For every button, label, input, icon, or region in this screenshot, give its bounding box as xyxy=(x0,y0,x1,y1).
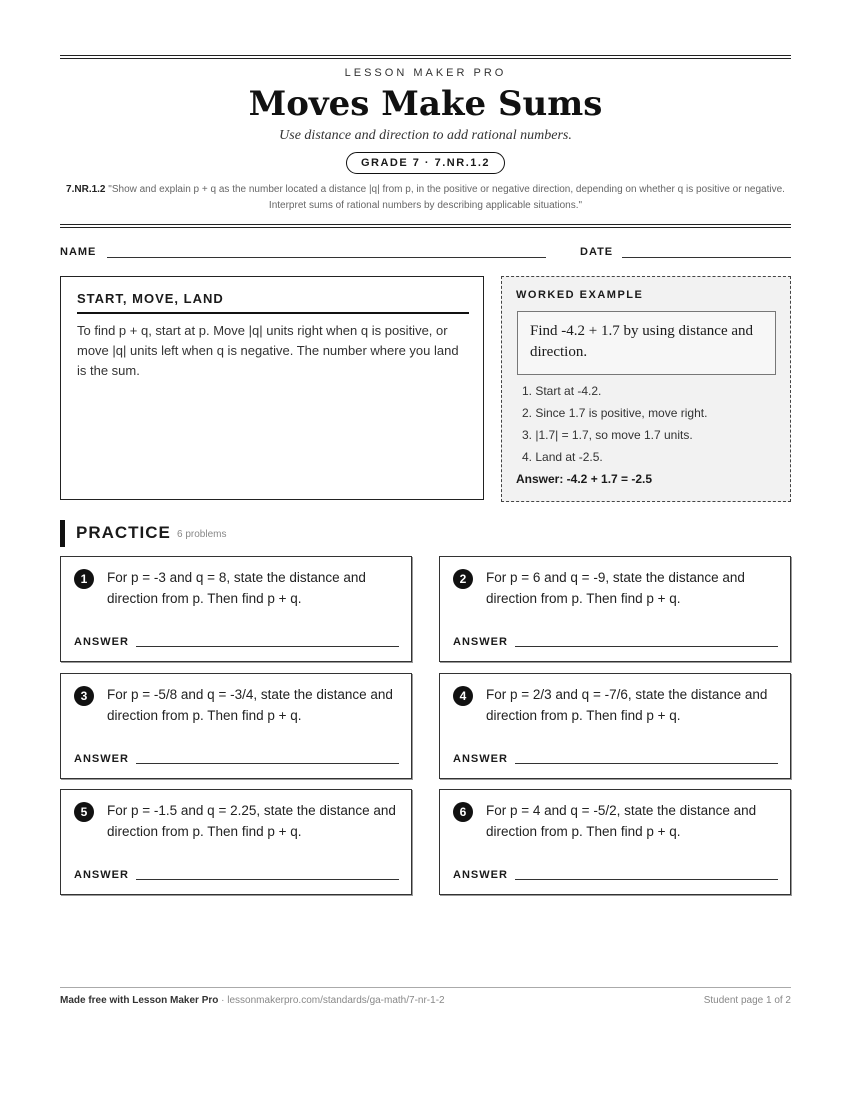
answer-line[interactable] xyxy=(515,763,778,764)
problem-text: For p = 4 and q = -5/2, state the distance and direction from p. Then find p + q. xyxy=(486,803,757,839)
footer-made-with: Made free with Lesson Maker Pro xyxy=(60,995,219,1006)
problem-number-badge: 4 xyxy=(453,686,473,706)
answer-line[interactable] xyxy=(136,646,399,647)
header-bottom-rule xyxy=(60,224,791,225)
standard-code: 7.NR.1.2 xyxy=(66,184,106,195)
problem-card-3 xyxy=(60,673,412,779)
worked-example-step: 4. Land at -2.5. xyxy=(522,450,603,464)
problem-text: For p = -1.5 and q = 2.25, state the distance and direction from p. Then find p + q. xyxy=(107,803,396,839)
grade-badge-wrap xyxy=(60,152,791,174)
worked-example-prompt: Find -4.2 + 1.7 by using distance and direction. xyxy=(517,311,776,375)
worksheet-page xyxy=(60,0,791,1100)
name-label: NAME xyxy=(60,246,97,258)
footer-rule xyxy=(60,987,791,988)
top-rule-secondary xyxy=(60,58,791,59)
answer-label: ANSWER xyxy=(74,636,129,648)
worked-example-steps xyxy=(522,380,707,468)
start-box-heading: START, MOVE, LAND xyxy=(77,291,469,314)
standard-text: "Show and explain p + q as the number located a distance |q| from p, in the positive or negative direction, depending on whether q is positive or negative. Interpret sums of rational numbers by describing applicable situations." xyxy=(108,184,785,211)
worked-example-answer: Answer: -4.2 + 1.7 = -2.5 xyxy=(516,472,653,486)
start-move-land-box xyxy=(60,276,484,500)
problem-number-badge: 1 xyxy=(74,569,94,589)
standard-description xyxy=(60,182,791,214)
problem-number-badge: 2 xyxy=(453,569,473,589)
date-label: DATE xyxy=(580,246,614,258)
top-rule xyxy=(60,55,791,56)
problem-card-5 xyxy=(60,789,412,895)
problem-card-6 xyxy=(439,789,791,895)
answer-label: ANSWER xyxy=(453,753,508,765)
answer-line[interactable] xyxy=(136,763,399,764)
worked-example-step: 1. Start at -4.2. xyxy=(522,384,602,398)
practice-accent-bar xyxy=(60,520,65,547)
page-subtitle: Use distance and direction to add rational numbers. xyxy=(279,128,572,143)
answer-line[interactable] xyxy=(515,879,778,880)
problem-text: For p = 2/3 and q = -7/6, state the distance and direction from p. Then find p + q. xyxy=(486,687,768,723)
answer-label: ANSWER xyxy=(74,869,129,881)
footer-page-number: Student page 1 of 2 xyxy=(703,995,791,1006)
practice-count: 6 problems xyxy=(177,529,227,540)
practice-title: PRACTICE xyxy=(76,523,171,542)
problem-number-badge: 6 xyxy=(453,802,473,822)
problem-text: For p = -5/8 and q = -3/4, state the distance and direction from p. Then find p + q. xyxy=(107,687,393,723)
header-bottom-rule-secondary xyxy=(60,227,791,228)
start-box-body: To find p + q, start at p. Move |q| units right when q is positive, or move |q| units left when q is negative. The number where you land is the sum. xyxy=(77,323,459,378)
problem-card-4 xyxy=(439,673,791,779)
problem-text: For p = -3 and q = 8, state the distance and direction from p. Then find p + q. xyxy=(107,570,366,606)
answer-label: ANSWER xyxy=(74,753,129,765)
brand-name: LESSON MAKER PRO xyxy=(344,67,507,79)
worked-example-heading: WORKED EXAMPLE xyxy=(516,289,644,301)
answer-label: ANSWER xyxy=(453,636,508,648)
date-line[interactable] xyxy=(622,257,791,258)
answer-line[interactable] xyxy=(136,879,399,880)
answer-line[interactable] xyxy=(515,646,778,647)
grade-badge: GRADE 7 · 7.NR.1.2 xyxy=(346,152,505,174)
problem-number-badge: 5 xyxy=(74,802,94,822)
problem-card-2 xyxy=(439,556,791,662)
page-title: Moves Make Sums xyxy=(248,84,603,124)
worked-example-box xyxy=(501,276,791,502)
answer-label: ANSWER xyxy=(453,869,508,881)
worked-example-step: 2. Since 1.7 is positive, move right. xyxy=(522,406,708,420)
name-line[interactable] xyxy=(107,257,546,258)
problem-number-badge: 3 xyxy=(74,686,94,706)
footer-url[interactable]: · lessonmakerpro.com/standards/ga-math/7-nr-1-2 xyxy=(218,995,445,1006)
problem-text: For p = 6 and q = -9, state the distance and direction from p. Then find p + q. xyxy=(486,570,745,606)
problem-card-1 xyxy=(60,556,412,662)
worked-example-step: 3. |1.7| = 1.7, so move 1.7 units. xyxy=(522,428,693,442)
footer-credit xyxy=(60,995,445,1006)
